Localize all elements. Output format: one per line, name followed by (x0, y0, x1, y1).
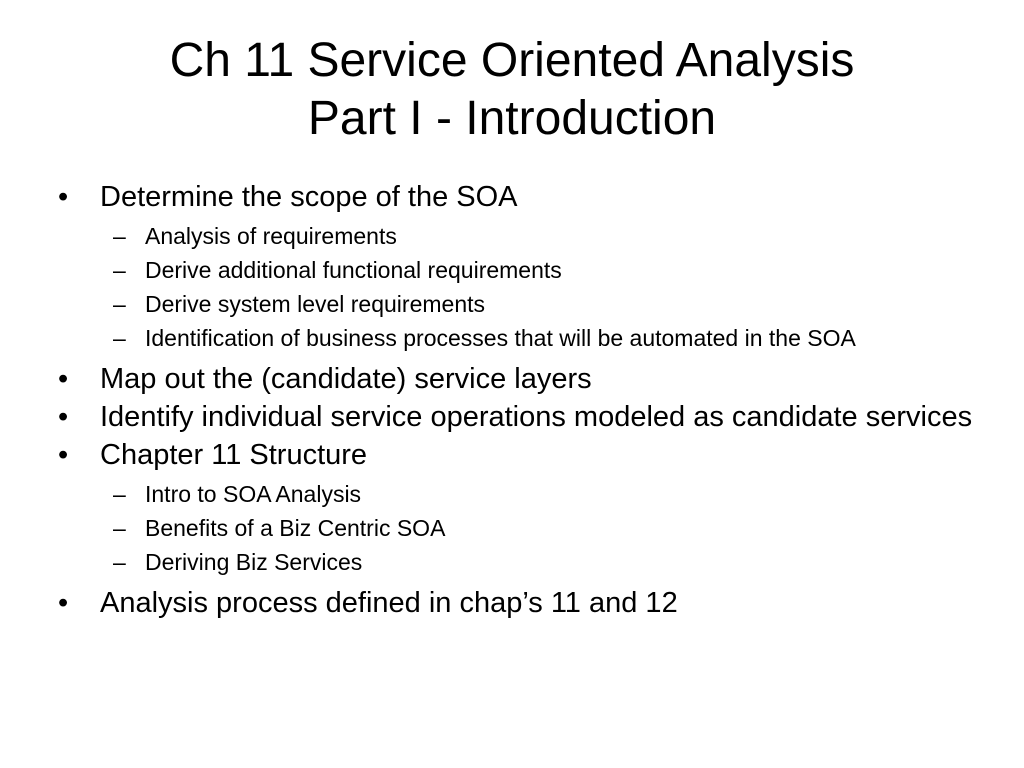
bullet-text: Identify individual service operations modeled as candidate services (100, 401, 973, 433)
sub-bullet-text: Derive additional functional requirements (145, 257, 562, 283)
sub-bullet-marker: – (113, 481, 126, 507)
sub-bullet-item (58, 257, 925, 283)
sub-bullet-marker: – (113, 223, 126, 249)
sub-bullet-text: Intro to SOA Analysis (145, 481, 362, 507)
bullet-list (58, 181, 978, 619)
bullet-text: Determine the scope of the SOA (100, 181, 518, 213)
bullet-text: Map out the (candidate) service layers (100, 363, 592, 395)
sub-bullet-marker: – (113, 515, 126, 541)
sub-bullet-text: Analysis of requirements (145, 223, 397, 249)
sub-bullet-marker: – (113, 257, 126, 283)
bullet-item (58, 181, 978, 213)
bullet-item (58, 401, 978, 433)
slide-title (40, 32, 984, 148)
sub-bullet-item (58, 291, 925, 317)
title-line-1: Ch 11 Service Oriented Analysis (169, 34, 855, 87)
sub-bullet-text: Deriving Biz Services (145, 549, 363, 575)
sub-bullet-item (58, 515, 925, 541)
sub-bullet-text: Benefits of a Biz Centric SOA (145, 515, 446, 541)
bullet-item (58, 363, 978, 395)
bullet-item (58, 587, 978, 619)
sub-bullet-item (58, 481, 925, 507)
sub-bullet-marker: – (113, 325, 126, 351)
bullet-text: Analysis process defined in chap’s 11 and 12 (100, 587, 678, 619)
title-line-2: Part I - Introduction (307, 92, 717, 145)
bullet-marker: • (58, 587, 69, 619)
sub-bullet-marker: – (113, 291, 126, 317)
bullet-marker: • (58, 439, 69, 471)
sub-bullet-marker: – (113, 549, 126, 575)
bullet-marker: • (58, 363, 69, 395)
sub-bullet-item (58, 325, 925, 351)
bullet-marker: • (58, 181, 69, 213)
sub-bullet-text: Identification of business processes that will be automated in the SOA (145, 325, 856, 351)
bullet-item (58, 439, 978, 471)
bullet-text: Chapter 11 Structure (100, 439, 368, 471)
bullet-marker: • (58, 401, 69, 433)
sub-bullet-item (58, 223, 925, 249)
sub-bullet-item (58, 549, 925, 575)
sub-bullet-text: Derive system level requirements (145, 291, 486, 317)
